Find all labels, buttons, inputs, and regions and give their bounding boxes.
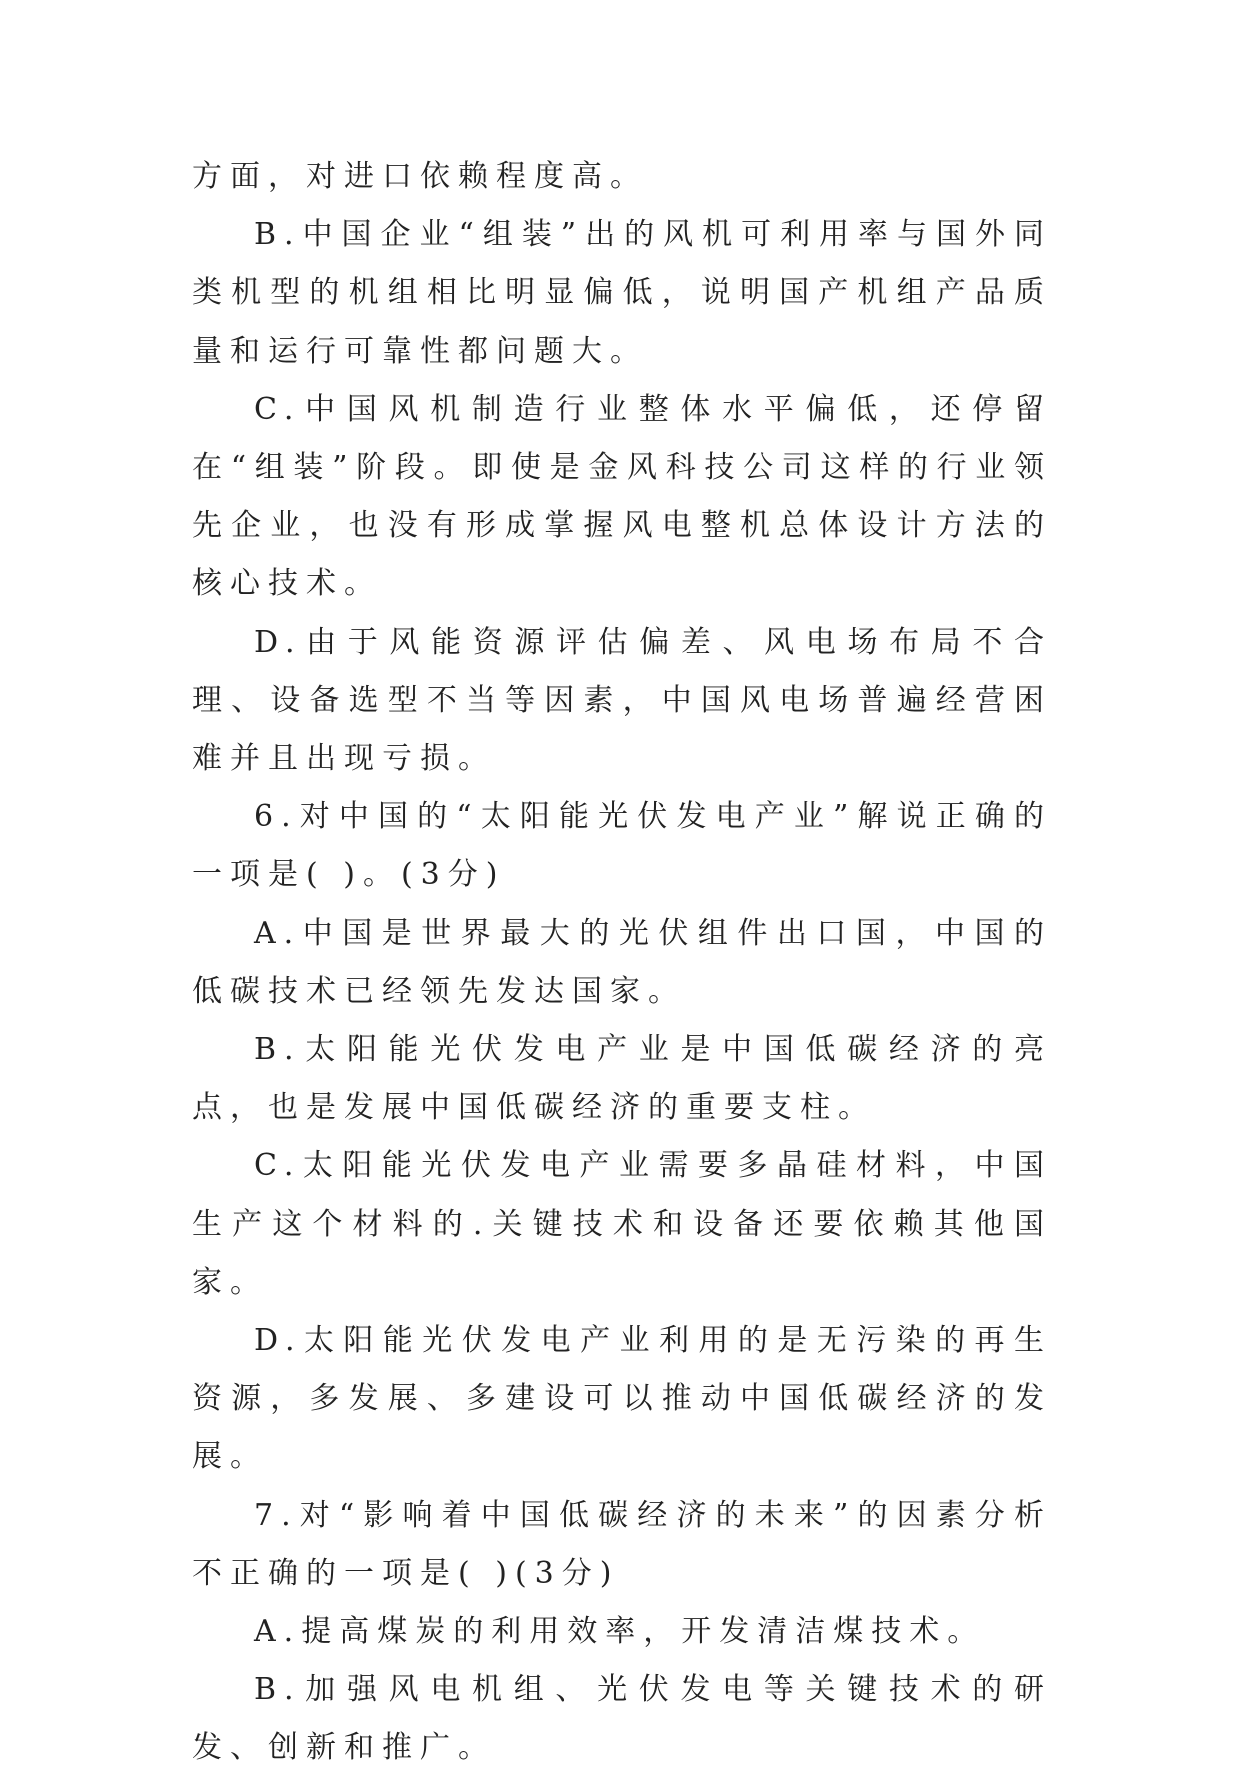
paragraph-continuation: 方面，对进口依赖程度高。 [192, 159, 648, 194]
option-b-solar: B.太阳能光伏发电产业是中国低碳经济的亮点，也是发展中国低碳经济的重要支柱。 [192, 1032, 1052, 1126]
option-c-wind: C.中国风机制造行业整体水平偏低，还停留在“组装”阶段。即使是金风科技公司这样的行业领先企业，也没有形成掌握风电整机总体设计方法的核心技术。 [192, 391, 1052, 602]
option-b-wind: B.中国企业“组装”出的风机可利用率与国外同类机型的机组相比明显偏低，说明国产机组产品质量和运行可靠性都问题大。 [192, 217, 1052, 369]
question-7: 7.对“影响着中国低碳经济的未来”的因素分析不正确的一项是( )(3分) [192, 1497, 1052, 1591]
option-b-tech: B.加强风电机组、光伏发电等关键技术的研发、创新和推广。 [192, 1672, 1052, 1766]
option-d-wind: D.由于风能资源评估偏差、风电场布局不合理、设备选型不当等因素，中国风电场普遍经营困难并且出现亏损。 [192, 624, 1052, 777]
option-a-solar: A.中国是世界最大的光伏组件出口国，中国的低碳技术已经领先发达国家。 [192, 915, 1052, 1009]
option-d-solar: D.太阳能光伏发电产业利用的是无污染的再生资源，多发展、多建设可以推动中国低碳经济的发展。 [192, 1323, 1052, 1475]
option-a-coal: A.提高煤炭的利用效率，开发清洁煤技术。 [254, 1614, 986, 1650]
question-6: 6.对中国的“太阳能光伏发电产业”解说正确的一项是( )。(3分) [192, 799, 1052, 893]
document-body [192, 148, 1052, 1778]
option-c-solar: C.太阳能光伏发电产业需要多晶硅材料，中国生产这个材料的.关键技术和设备还要依赖其他国家。 [192, 1148, 1052, 1300]
